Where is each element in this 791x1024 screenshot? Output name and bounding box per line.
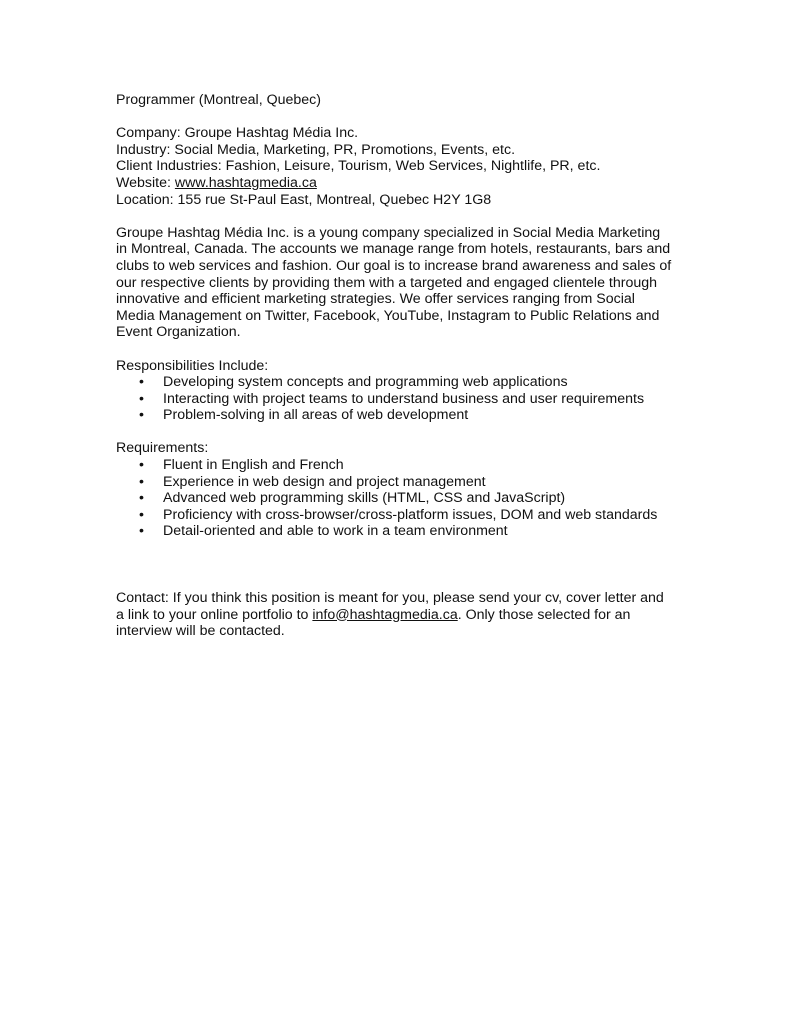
list-item [116, 457, 686, 474]
responsibilities-section [116, 358, 686, 424]
list-item [116, 474, 686, 491]
list-item [116, 507, 686, 524]
description-line: Groupe Hashtag Média Inc. is a young company specialized in Social Media Marketing [116, 224, 661, 241]
list-item-text: Fluent in English and French [163, 457, 344, 474]
responsibilities-list [116, 374, 686, 424]
list-item-text: Detail-oriented and able to work in a team environment [163, 523, 508, 540]
spacer [116, 540, 686, 590]
website-link[interactable]: www.hashtagmedia.ca [174, 174, 317, 191]
bullet-icon: • [139, 523, 144, 540]
bullet-icon: • [139, 473, 144, 490]
contact-text: . Only those selected for an [457, 606, 631, 623]
website-line [116, 175, 686, 192]
bullet-icon: • [139, 457, 144, 474]
list-item-text: Developing system concepts and programming web applications [163, 374, 568, 391]
description-line: in Montreal, Canada. The accounts we manage range from hotels, restaurants, bars and [116, 241, 671, 258]
client-industries-line [116, 158, 686, 175]
requirements-heading: Requirements: [116, 440, 209, 457]
location-label: Location: [116, 191, 174, 208]
location-line [116, 192, 686, 209]
industry-value: Social Media, Marketing, PR, Promotions, Events, etc. [174, 141, 516, 158]
list-item-text: Proficiency with cross-browser/cross-platform issues, DOM and web standards [163, 506, 658, 523]
bullet-icon: • [139, 490, 144, 507]
contact-line [116, 607, 686, 624]
company-info [116, 125, 686, 208]
client-industries-label: Client Industries: [116, 158, 222, 175]
spacer [116, 341, 686, 358]
contact-section [116, 590, 686, 640]
spacer [116, 109, 686, 126]
description-line: Media Management on Twitter, Facebook, YouTube, Instagram to Public Relations and [116, 307, 660, 324]
bullet-icon: • [139, 506, 144, 523]
list-item [116, 391, 686, 408]
description-line: innovative and efficient marketing strategies. We offer services ranging from Social [116, 291, 635, 308]
list-item-text: Interacting with project teams to understand business and user requirements [163, 390, 645, 407]
spacer [116, 208, 686, 225]
industry-label: Industry: [116, 141, 171, 158]
company-label: Company: [116, 125, 181, 142]
responsibilities-heading: Responsibilities Include: [116, 357, 269, 374]
list-item-text: Advanced web programming skills (HTML, CSS and JavaScript) [163, 490, 566, 507]
location-value: 155 rue St-Paul East, Montreal, Quebec H2Y 1G8 [177, 191, 492, 208]
contact-text: a link to your online portfolio to [116, 606, 313, 623]
company-line [116, 125, 686, 142]
list-item [116, 374, 686, 391]
email-link[interactable]: info@hashtagmedia.ca [312, 606, 458, 623]
company-name: Groupe Hashtag Média Inc. [184, 125, 359, 142]
list-item-text: Experience in web design and project management [163, 473, 486, 490]
job-title: Programmer (Montreal, Quebec) [116, 92, 321, 108]
bullet-icon: • [139, 374, 144, 391]
list-item [116, 407, 686, 424]
company-description [116, 225, 686, 341]
description-line: our respective clients by providing them with a targeted and engaged clientele through [116, 274, 658, 291]
contact-line: interview will be contacted. [116, 623, 285, 640]
description-line: Event Organization. [116, 324, 241, 341]
list-item [116, 490, 686, 507]
industry-line [116, 142, 686, 159]
description-line: clubs to web services and fashion. Our goal is to increase brand awareness and sales of [116, 257, 672, 274]
requirements-section [116, 440, 686, 540]
list-item-text: Problem-solving in all areas of web development [163, 407, 469, 424]
website-label: Website: [116, 174, 171, 191]
contact-line: Contact: If you think this position is meant for you, please send your cv, cover letter and [116, 590, 664, 607]
bullet-icon: • [139, 407, 144, 424]
list-item [116, 523, 686, 540]
spacer [116, 424, 686, 441]
document-page [116, 92, 686, 640]
client-industries-value: Fashion, Leisure, Tourism, Web Services, Nightlife, PR, etc. [225, 158, 601, 175]
requirements-list [116, 457, 686, 540]
bullet-icon: • [139, 390, 144, 407]
